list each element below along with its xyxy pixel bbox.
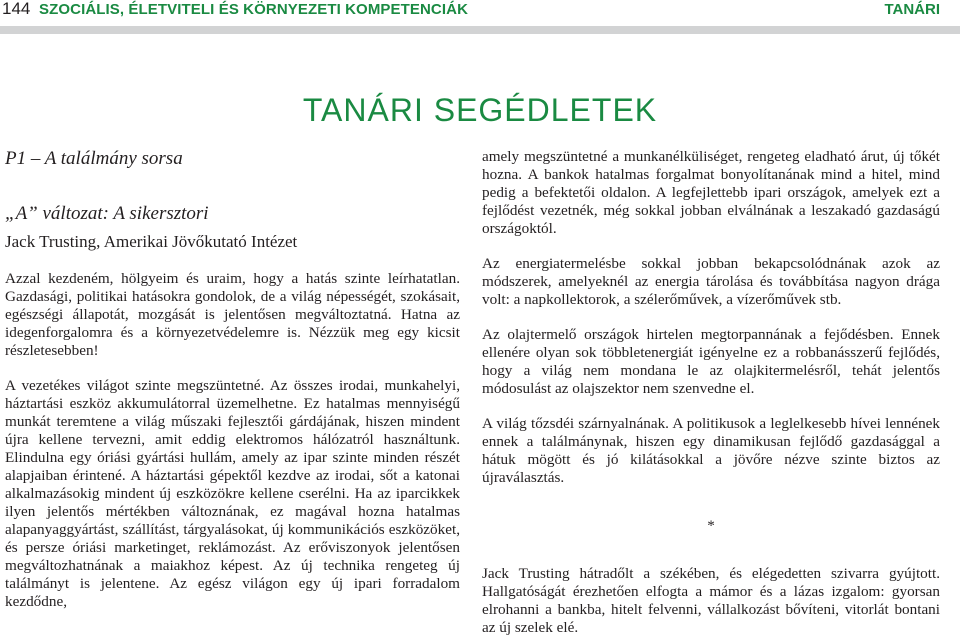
page-number: 144 xyxy=(2,0,31,18)
author-line: Jack Trusting, Amerikai Jövőkutató Intézet xyxy=(5,232,298,251)
paragraph: Az olajtermelő országok hirtelen megtorpannának a fejődésben. Ennek ellenére olyan sok többletenergiát igényelne ez a robbanásszerű fejlődés, hogy a világ nem mondana le az olajkitermelésről, tehát jelentős módosulást az olajszektor nem szenvedne el. xyxy=(482,326,940,397)
paragraph: A vezetékes világot szinte megszüntetné. Az összes irodai, munkahelyi, háztartási eszköz akkumulátorral üzemelhetne. Ez hatalmas mennyiségű munkát teremtene a világ műszaki fejlesztői gárdájának, hiszen mindent újra kellene tervezni, amit eddig elektromos hálózatról használtunk. Elindulna egy óriási gyártási hullám, amely az ipar szinte minden részét alapjaiban érintené. A háztartási gépektől kezdve az irodai, sőt a katonai alkalmazásokig mindent új eszközökre kellene cserélni. Ha az iparcikkek ilyen jelentős mértékben változnának, ez magával hozna hatalmas alapanyaggyártást, szállítást, tárgyalásokat, új kommunikációs eszközöket, és persze óriási marketinget, reklámozást. Az erőviszonyok jelentősen megváltozhatnának a maiakhoz képest. Az új technika rengeteg új találmányt is jelentene. Az egész világon egy új ipari forradalom kezdődne, xyxy=(5,377,460,610)
header-rule xyxy=(0,26,960,34)
paragraph: Az energiatermelésbe sokkal jobban bekapcsolódnának azok az módszerek, amelyeknél az energia tárolása és továbbítása nagyon drága volt: a napkollektorok, a szélerőművek, a vízerőművek stb. xyxy=(482,255,940,308)
right-column xyxy=(482,148,940,637)
section-title: SZOCIÁLIS, ÉLETVITELI ÉS KÖRNYEZETI KOMPETENCIÁK xyxy=(39,1,468,18)
page-header xyxy=(0,0,960,20)
section-separator: * xyxy=(707,517,715,534)
closing-paragraph: Jack Trusting hátradőlt a székében, és elégedetten szivarra gyújtott. Hallgatóságát érezhetően elfogta a mámor és a lázas izgalom: gyorsan elrohanni a bankba, hitelt felvenni, vállalkozást bővíteni, vitorlát bontani az új szelek elé. xyxy=(482,565,940,636)
variant-heading: „A” változat: A sikersztori xyxy=(5,203,209,224)
left-column xyxy=(5,148,460,611)
header-label: TANÁRI xyxy=(884,1,940,18)
paragraph: Azzal kezdeném, hölgyeim és uraim, hogy a hatás szinte leírhatatlan. Gazdasági, politikai hatásokra gondolok, de a világ népességét, szokásait, egészségi állapotát, mozgását is jelentősen megváltoztatná. Hatna az idegenforgalomra és a környezetvédelemre is. Nézzük meg egy kicsit részletesebben! xyxy=(5,270,460,359)
page-title: TANÁRI SEGÉDLETEK xyxy=(302,92,658,128)
paragraph: amely megszüntetné a munkanélküliséget, rengeteg eladható árut, új tőkét hozna. A bankok hatalmas forgalmat bonyolítanának mind a hitel, mind pedig a befektetői oldalon. A legfejlettebb ipari országok, amelyek ezt a fejlődést vezetnék, még sokkal jobban elválnának a leszakadó gazdaságú országoktól. xyxy=(482,148,940,237)
paragraph: A világ tőzsdéi szárnyalnának. A politikusok a leglelkesebb hívei lennének ennek a találmánynak, hiszen egy dinamikusan fejlődő gazdasággal a hátuk mögött és jó kilátásokkal a jövőre nézve szinte biztos az újraválasztás. xyxy=(482,415,940,486)
problem-heading: P1 – A találmány sorsa xyxy=(5,148,183,169)
